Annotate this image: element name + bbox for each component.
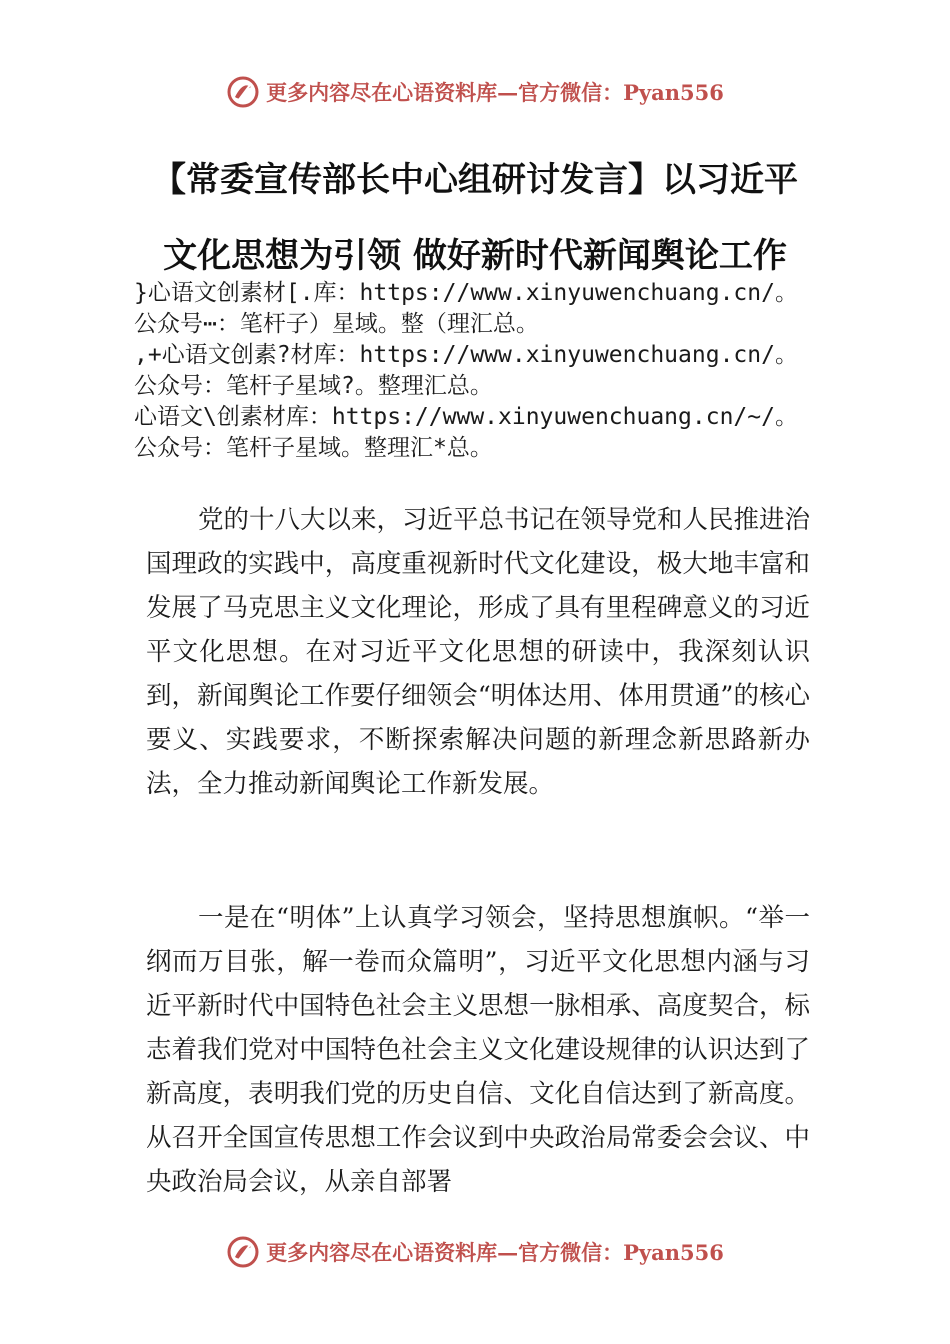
watermark-line: }心语文创素材[.库：https://www.xinyuwenchuang.cn/。 xyxy=(134,280,798,306)
watermark-line: 公众号：笔杆子星域?。整理汇总。 xyxy=(134,373,493,399)
watermark-line: 公众号⋯：笔杆子）星域。整（理汇总。 xyxy=(134,311,539,337)
footer-banner xyxy=(0,1232,950,1272)
watermark-line: 公众号：笔杆子星域。整理汇*总。 xyxy=(134,435,493,461)
document-title-line-2: 文化思想为引领 做好新时代新闻舆论工作 xyxy=(163,236,787,276)
watermark-line: ,+心语文创素?材库：https://www.xinyuwenchuang.cn/。 xyxy=(134,342,798,368)
logo-icon xyxy=(226,1235,260,1269)
banner-text: 更多内容尽在心语资料库—官方微信：Pyan556 xyxy=(266,80,724,105)
body-paragraph-2: 一是在“明体”上认真学习领会，坚持思想旗帜。“举一纲而万目张，解一卷而众篇明”，习近平文化思想内涵与习近平新时代中国特色社会主义思想一脉相承、高度契合，标志着我们党对中国特色社会主义文化建设规律的认识达到了新高度，表明我们党的历史自信、文化自信达到了新高度。从召开全国宣传思想工作会议到中央政治局常委会会议、中央政治局会议，从亲自部署 xyxy=(146,903,810,1197)
document-title-line-1: 【常委宣传部长中心组研讨发言】以习近平 xyxy=(152,160,798,200)
banner-text: 更多内容尽在心语资料库—官方微信：Pyan556 xyxy=(266,1240,724,1265)
body-paragraph-1: 党的十八大以来，习近平总书记在领导党和人民推进治国理政的实践中，高度重视新时代文化建设，极大地丰富和发展了马克思主义文化理论，形成了具有里程碑意义的习近平文化思想。在对习近平文化思想的研读中，我深刻认识到，新闻舆论工作要仔细领会“明体达用、体用贯通”的核心要义、实践要求，不断探索解决问题的新理念新思路新办法，全力推动新闻舆论工作新发展。 xyxy=(146,505,811,799)
logo-icon xyxy=(226,75,260,109)
header-banner xyxy=(0,72,950,112)
watermark-line: 心语文\创素材库：https://www.xinyuwenchuang.cn/~/。 xyxy=(134,404,798,430)
